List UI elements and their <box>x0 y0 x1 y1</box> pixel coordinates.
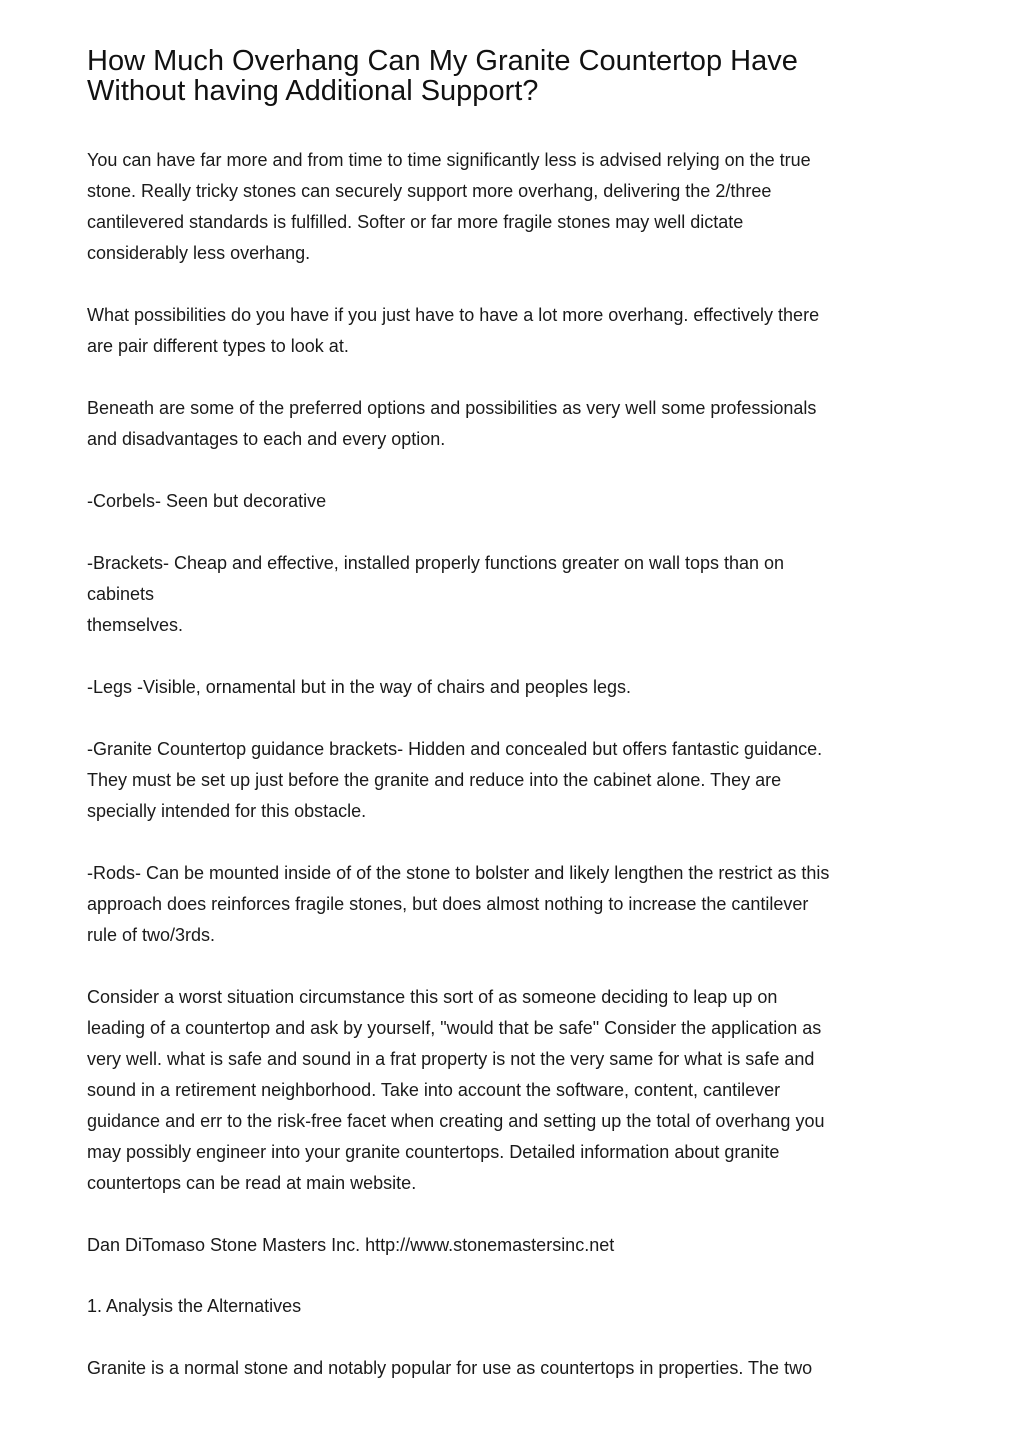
text-line: may possibly engineer into your granite countertops. Detailed information about granite <box>87 1142 780 1162</box>
section-heading <box>87 1291 947 1322</box>
text-line: and disadvantages to each and every option. <box>87 429 446 449</box>
text-line: themselves. <box>87 615 184 635</box>
text-line: countertops can be read at main website. <box>87 1173 417 1193</box>
intro-paragraph <box>87 145 947 269</box>
text-line: Dan DiTomaso Stone Masters Inc. http://www.stonemastersinc.net <box>87 1235 615 1255</box>
text-line: Granite is a normal stone and notably popular for use as countertops in properties. The two <box>87 1358 813 1378</box>
list-item-corbels <box>87 486 947 517</box>
text-line: stone. Really tricky stones can securely support more overhang, delivering the 2/three <box>87 181 772 201</box>
text-line: What possibilities do you have if you just have to have a lot more overhang. effectively there <box>87 305 820 325</box>
text-line: very well. what is safe and sound in a frat property is not the very same for what is safe and <box>87 1049 815 1069</box>
text-line: cantilevered standards is fulfilled. Softer or far more fragile stones may well dictate <box>87 212 744 232</box>
text-line: considerably less overhang. <box>87 243 311 263</box>
text-line: Consider a worst situation circumstance this sort of as someone deciding to leap up on <box>87 987 778 1007</box>
document-title <box>87 46 947 106</box>
text-line: -Granite Countertop guidance brackets- Hidden and concealed but offers fantastic guidance. <box>87 739 823 759</box>
list-item-support-brackets <box>87 734 947 827</box>
author-line <box>87 1230 947 1261</box>
options-intro-paragraph <box>87 393 947 455</box>
text-line: You can have far more and from time to time significantly less is advised relying on the true <box>87 150 811 170</box>
title-line: Without having Additional Support? <box>87 75 539 107</box>
text-line: -Corbels- Seen but decorative <box>87 491 327 511</box>
text-line: are pair different types to look at. <box>87 336 349 356</box>
title-line: How Much Overhang Can My Granite Countertop Have <box>87 45 798 77</box>
text-line: 1. Analysis the Alternatives <box>87 1296 302 1316</box>
text-line: -Brackets- Cheap and effective, installed properly functions greater on wall tops than on <box>87 553 785 573</box>
text-line: -Legs -Visible, ornamental but in the way of chairs and peoples legs. <box>87 677 631 697</box>
text-line: rule of two/3rds. <box>87 925 216 945</box>
list-item-rods <box>87 858 947 951</box>
text-line: approach does reinforces fragile stones, but does almost nothing to increase the cantilever <box>87 894 809 914</box>
section-paragraph <box>87 1353 947 1384</box>
text-line: They must be set up just before the granite and reduce into the cabinet alone. They are <box>87 770 782 790</box>
text-line: -Rods- Can be mounted inside of of the stone to bolster and likely lengthen the restrict as this <box>87 863 830 883</box>
possibilities-paragraph <box>87 300 947 362</box>
text-line: leading of a countertop and ask by yourself, "would that be safe" Consider the application as <box>87 1018 822 1038</box>
text-line: sound in a retirement neighborhood. Take into account the software, content, cantilever <box>87 1080 781 1100</box>
text-line: guidance and err to the risk-free facet when creating and setting up the total of overhang you <box>87 1111 825 1131</box>
text-line: cabinets <box>87 584 155 604</box>
text-line: specially intended for this obstacle. <box>87 801 367 821</box>
worst-case-paragraph <box>87 982 947 1199</box>
list-item-brackets <box>87 548 947 641</box>
list-item-legs <box>87 672 947 703</box>
text-line: Beneath are some of the preferred options and possibilities as very well some professionals <box>87 398 817 418</box>
